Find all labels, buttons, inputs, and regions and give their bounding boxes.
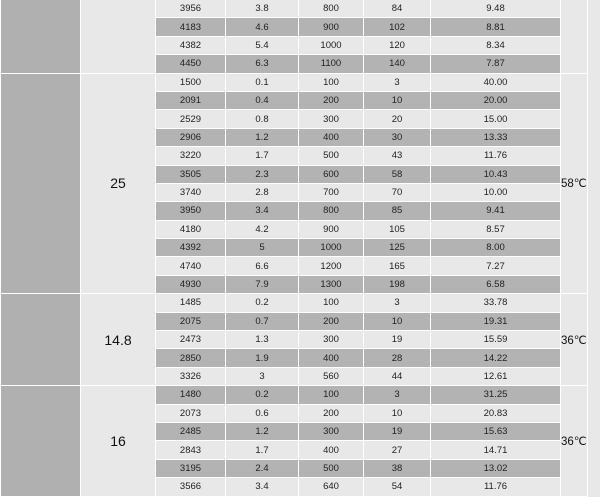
value-col-1: 1485 <box>156 294 226 312</box>
value-col-3: 300 <box>299 331 364 349</box>
value-col-5: 19.31 <box>431 312 561 330</box>
value-col-5: 11.76 <box>431 478 561 496</box>
value-col-5: 8.81 <box>431 18 561 36</box>
group-size-cell: 25 <box>81 73 156 294</box>
value-col-2: 2.4 <box>226 459 299 477</box>
value-col-4: 20 <box>364 110 431 128</box>
value-col-2: 5.4 <box>226 36 299 54</box>
value-col-5: 8.00 <box>431 239 561 257</box>
value-col-2: 1.7 <box>226 147 299 165</box>
value-col-5: 15.63 <box>431 422 561 440</box>
value-col-1: 4392 <box>156 239 226 257</box>
value-col-1: 3740 <box>156 183 226 201</box>
value-col-4: 10 <box>364 312 431 330</box>
value-col-5: 11.76 <box>431 147 561 165</box>
value-col-5: 13.02 <box>431 459 561 477</box>
value-col-1: 2906 <box>156 128 226 146</box>
value-col-5: 10.00 <box>431 183 561 201</box>
value-col-3: 900 <box>299 18 364 36</box>
value-col-3: 900 <box>299 220 364 238</box>
group-size-cell: 14.8 <box>81 294 156 386</box>
value-col-1: 4382 <box>156 36 226 54</box>
value-col-5: 12.61 <box>431 367 561 385</box>
value-col-5: 10.43 <box>431 165 561 183</box>
value-col-1: 3956 <box>156 0 226 18</box>
value-col-3: 200 <box>299 404 364 422</box>
value-col-4: 10 <box>364 91 431 109</box>
value-col-2: 1.9 <box>226 349 299 367</box>
value-col-1: 4450 <box>156 55 226 73</box>
value-col-3: 300 <box>299 422 364 440</box>
value-col-1: 4740 <box>156 257 226 275</box>
value-col-2: 5 <box>226 239 299 257</box>
value-col-5: 31.25 <box>431 386 561 404</box>
value-col-4: 19 <box>364 331 431 349</box>
value-col-4: 58 <box>364 165 431 183</box>
value-col-1: 3566 <box>156 478 226 496</box>
value-col-2: 7.9 <box>226 275 299 293</box>
value-col-3: 500 <box>299 459 364 477</box>
value-col-5: 9.41 <box>431 202 561 220</box>
value-col-2: 1.2 <box>226 422 299 440</box>
group-label-cell <box>1 294 81 386</box>
value-col-4: 3 <box>364 294 431 312</box>
value-col-2: 0.2 <box>226 386 299 404</box>
table-body <box>1 0 588 496</box>
value-col-2: 6.3 <box>226 55 299 73</box>
value-col-4: 27 <box>364 441 431 459</box>
value-col-5: 9.48 <box>431 0 561 18</box>
value-col-5: 13.33 <box>431 128 561 146</box>
table-row <box>1 0 588 18</box>
value-col-2: 4.2 <box>226 220 299 238</box>
value-col-1: 4183 <box>156 18 226 36</box>
value-col-5: 40.00 <box>431 73 561 91</box>
value-col-3: 600 <box>299 165 364 183</box>
value-col-4: 19 <box>364 422 431 440</box>
group-temperature-cell: 36℃ <box>561 386 588 496</box>
group-label-cell <box>1 0 81 73</box>
value-col-4: 54 <box>364 478 431 496</box>
value-col-2: 0.1 <box>226 73 299 91</box>
value-col-2: 0.8 <box>226 110 299 128</box>
group-size-cell <box>81 0 156 73</box>
value-col-1: 3326 <box>156 367 226 385</box>
value-col-5: 20.00 <box>431 91 561 109</box>
value-col-3: 700 <box>299 183 364 201</box>
value-col-3: 800 <box>299 202 364 220</box>
value-col-2: 2.8 <box>226 183 299 201</box>
value-col-4: 105 <box>364 220 431 238</box>
group-temperature-cell <box>561 0 588 73</box>
value-col-3: 500 <box>299 147 364 165</box>
group-label-cell <box>1 386 81 496</box>
value-col-5: 14.22 <box>431 349 561 367</box>
group-temperature-cell: 58℃ <box>561 73 588 294</box>
value-col-1: 1480 <box>156 386 226 404</box>
value-col-1: 2473 <box>156 331 226 349</box>
value-col-2: 1.2 <box>226 128 299 146</box>
value-col-4: 125 <box>364 239 431 257</box>
value-col-2: 4.6 <box>226 18 299 36</box>
value-col-1: 4180 <box>156 220 226 238</box>
value-col-1: 2075 <box>156 312 226 330</box>
table-row <box>1 294 588 312</box>
value-col-5: 14.71 <box>431 441 561 459</box>
value-col-4: 3 <box>364 386 431 404</box>
value-col-2: 3.4 <box>226 478 299 496</box>
value-col-1: 3220 <box>156 147 226 165</box>
value-col-2: 3 <box>226 367 299 385</box>
value-col-3: 100 <box>299 73 364 91</box>
value-col-4: 30 <box>364 128 431 146</box>
value-col-1: 3195 <box>156 459 226 477</box>
value-col-5: 7.87 <box>431 55 561 73</box>
value-col-4: 43 <box>364 147 431 165</box>
value-col-5: 20.83 <box>431 404 561 422</box>
value-col-2: 0.6 <box>226 404 299 422</box>
value-col-3: 1000 <box>299 36 364 54</box>
group-label-cell <box>1 73 81 294</box>
value-col-5: 33.78 <box>431 294 561 312</box>
value-col-4: 3 <box>364 73 431 91</box>
value-col-3: 100 <box>299 294 364 312</box>
value-col-3: 1300 <box>299 275 364 293</box>
value-col-5: 8.57 <box>431 220 561 238</box>
value-col-1: 2850 <box>156 349 226 367</box>
value-col-4: 84 <box>364 0 431 18</box>
group-temperature-cell: 36℃ <box>561 294 588 386</box>
value-col-3: 560 <box>299 367 364 385</box>
value-col-2: 6.6 <box>226 257 299 275</box>
value-col-3: 1200 <box>299 257 364 275</box>
value-col-2: 1.3 <box>226 331 299 349</box>
value-col-2: 0.2 <box>226 294 299 312</box>
value-col-4: 70 <box>364 183 431 201</box>
value-col-1: 3950 <box>156 202 226 220</box>
value-col-3: 300 <box>299 110 364 128</box>
value-col-3: 200 <box>299 91 364 109</box>
value-col-4: 44 <box>364 367 431 385</box>
value-col-2: 1.7 <box>226 441 299 459</box>
value-col-4: 198 <box>364 275 431 293</box>
value-col-1: 2843 <box>156 441 226 459</box>
value-col-3: 400 <box>299 128 364 146</box>
value-col-3: 800 <box>299 0 364 18</box>
value-col-1: 1500 <box>156 73 226 91</box>
group-size-cell: 16 <box>81 386 156 496</box>
value-col-3: 1100 <box>299 55 364 73</box>
value-col-1: 2091 <box>156 91 226 109</box>
value-col-2: 2.3 <box>226 165 299 183</box>
value-col-4: 102 <box>364 18 431 36</box>
value-col-5: 7.27 <box>431 257 561 275</box>
value-col-4: 140 <box>364 55 431 73</box>
value-col-5: 6.58 <box>431 275 561 293</box>
value-col-1: 2529 <box>156 110 226 128</box>
table-row <box>1 386 588 404</box>
value-col-1: 2485 <box>156 422 226 440</box>
value-col-5: 15.00 <box>431 110 561 128</box>
value-col-3: 400 <box>299 441 364 459</box>
value-col-1: 3505 <box>156 165 226 183</box>
value-col-5: 8.34 <box>431 36 561 54</box>
value-col-2: 3.8 <box>226 0 299 18</box>
value-col-2: 0.4 <box>226 91 299 109</box>
table-row <box>1 73 588 91</box>
value-col-3: 640 <box>299 478 364 496</box>
value-col-4: 10 <box>364 404 431 422</box>
value-col-3: 400 <box>299 349 364 367</box>
value-col-3: 1000 <box>299 239 364 257</box>
value-col-5: 15.59 <box>431 331 561 349</box>
value-col-4: 38 <box>364 459 431 477</box>
value-col-2: 3.4 <box>226 202 299 220</box>
value-col-3: 200 <box>299 312 364 330</box>
value-col-2: 0.7 <box>226 312 299 330</box>
value-col-3: 100 <box>299 386 364 404</box>
value-col-4: 28 <box>364 349 431 367</box>
value-col-1: 4930 <box>156 275 226 293</box>
value-col-4: 120 <box>364 36 431 54</box>
value-col-4: 85 <box>364 202 431 220</box>
value-col-1: 2073 <box>156 404 226 422</box>
value-col-4: 165 <box>364 257 431 275</box>
